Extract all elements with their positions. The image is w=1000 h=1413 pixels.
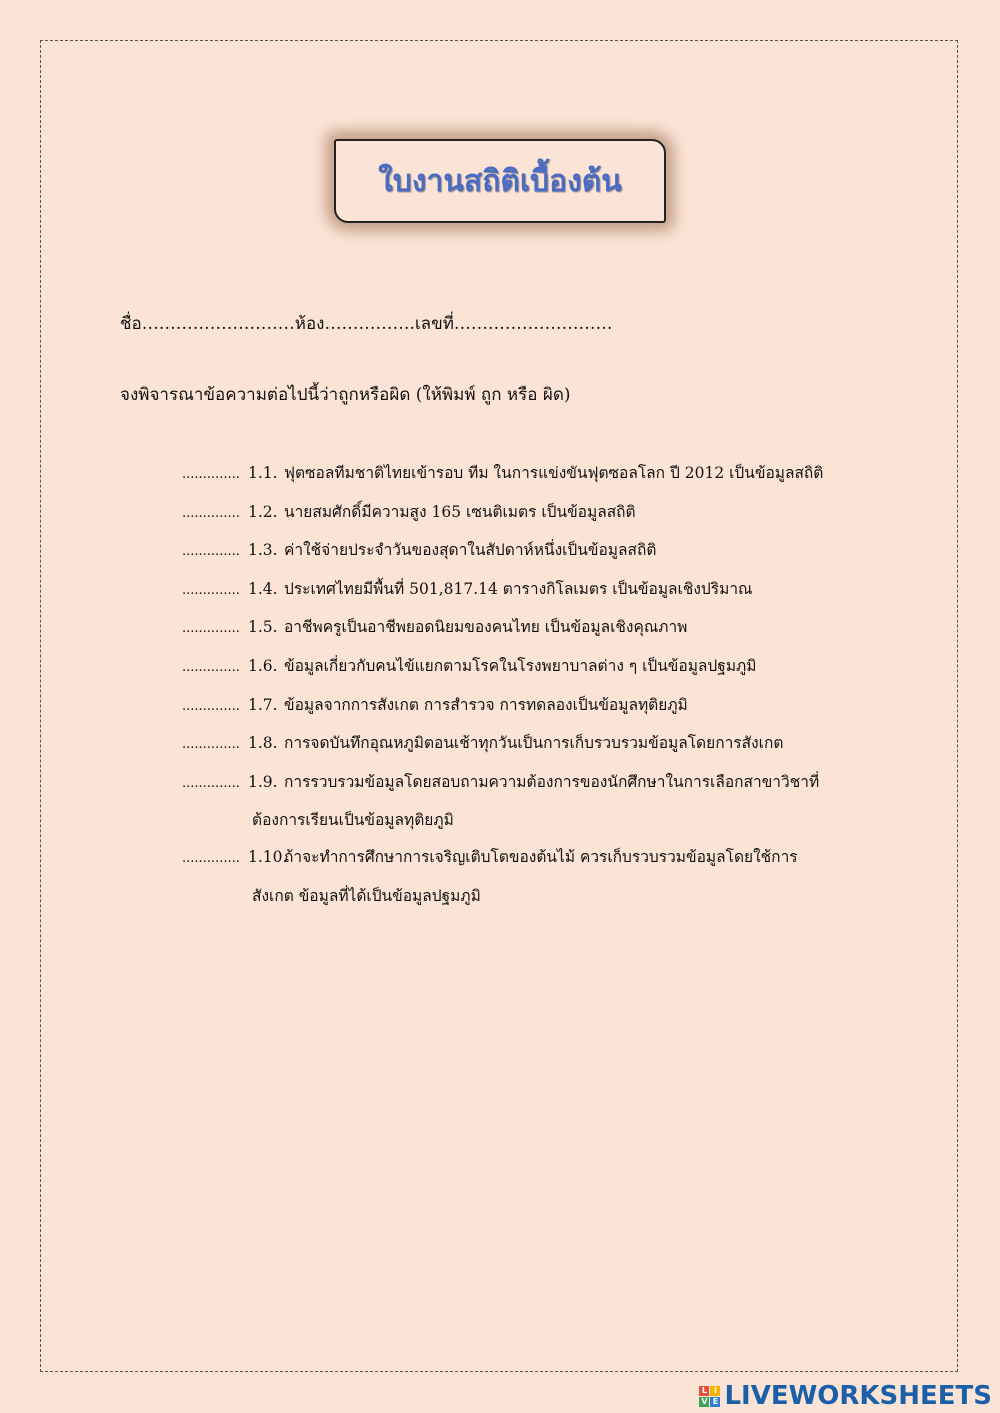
question-text: ค่าใช้จ่ายประจำวันของสุดาในสัปดาห์หนึ่งเป็นข้อมูลสถิติ	[284, 541, 657, 560]
answer-blank[interactable]: ..............	[182, 737, 240, 753]
question-number: 1.6.	[248, 656, 278, 675]
answer-blank[interactable]: ..............	[182, 467, 240, 482]
student-info-line: ชื่อ………………………ห้อง…………….เลขที่……………………….	[120, 314, 613, 334]
question-text: นายสมศักดิ์มีความสูง 165 เซนติเมตร เป็นข้อมูลสถิติ	[284, 502, 636, 521]
page-title: ใบงานสถิติเบื้องต้น	[378, 163, 622, 199]
question-number: 1.7.	[248, 695, 278, 714]
question-text: ประเทศไทยมีพื้นที่ 501,817.14 ตารางกิโลเมตร เป็นข้อมูลเชิงปริมาณ	[284, 579, 753, 598]
answer-blank[interactable]: ..............	[182, 505, 240, 521]
question-number: 1.4.	[248, 579, 278, 598]
answer-blank[interactable]: ..............	[182, 621, 240, 637]
question-list	[182, 455, 882, 914]
question-number: 1.2.	[248, 502, 278, 521]
question-number: 1.8.	[248, 734, 278, 753]
question-text: ถ้าจะทำการศึกษาการเจริญเติบโตของต้นไม้ ควรเก็บรวบรวมข้อมูลโดยใช้การ	[284, 847, 798, 866]
answer-blank[interactable]: ..............	[182, 698, 240, 714]
question-item	[182, 687, 882, 726]
question-item	[182, 494, 882, 533]
question-number: 1.9.	[248, 772, 278, 791]
question-number: 1.5.	[248, 618, 278, 637]
answer-blank[interactable]: ..............	[182, 775, 240, 791]
title-box	[334, 139, 666, 223]
question-item	[182, 571, 882, 610]
logo-letter: L	[699, 1386, 709, 1396]
question-item	[182, 455, 882, 494]
answer-blank[interactable]: ..............	[182, 850, 240, 866]
question-text: การรวบรวมข้อมูลโดยสอบถามความต้องการของนักศึกษาในการเลือกสาขาวิชาที่	[284, 772, 820, 791]
logo-grid-icon	[699, 1386, 720, 1407]
answer-blank[interactable]: ..............	[182, 582, 240, 598]
question-text: ฟุตซอลทีมชาติไทยเข้ารอบ ทีม ในการแข่งขันฟุตซอลโลก ปี 2012 เป็นข้อมูลสถิติ	[284, 464, 824, 482]
logo-letter: E	[710, 1397, 720, 1407]
logo-letter: I	[710, 1386, 720, 1396]
question-number: 1.10.	[248, 847, 288, 866]
question-text: ข้อมูลเกี่ยวกับคนไข้แยกตามโรคในโรงพยาบาลต่าง ๆ เป็นข้อมูลปฐมภูมิ	[284, 656, 757, 675]
question-item	[182, 648, 882, 687]
logo-letter: V	[701, 1396, 708, 1406]
question-item	[182, 725, 882, 764]
question-item	[182, 764, 882, 803]
question-text: ข้อมูลจากการสังเกต การสำรวจ การทดลองเป็นข้อมูลทุติยภูมิ	[284, 695, 688, 714]
question-text-continued: สังเกต ข้อมูลที่ได้เป็นข้อมูลปฐมภูมิ	[252, 886, 481, 905]
liveworksheets-logo	[699, 1381, 992, 1411]
answer-blank[interactable]: ..............	[182, 544, 240, 560]
instruction-text: จงพิจารณาข้อความต่อไปนี้ว่าถูกหรือผิด (ให้พิมพ์ ถูก หรือ ผิด)	[120, 385, 571, 405]
question-item	[182, 839, 882, 878]
question-number: 1.1.	[248, 464, 278, 482]
question-text: อาชีพครูเป็นอาชีพยอดนิยมของคนไทย เป็นข้อมูลเชิงคุณภาพ	[284, 618, 688, 637]
brand-name: LIVEWORKSHEETS	[724, 1381, 992, 1411]
question-number: 1.3.	[248, 541, 278, 560]
question-text-continued: ต้องการเรียนเป็นข้อมูลทุติยภูมิ	[252, 811, 454, 830]
question-item	[182, 609, 882, 648]
question-text: การจดบันทึกอุณหภูมิตอนเช้าทุกวันเป็นการเก็บรวบรวมข้อมูลโดยการสังเกต	[284, 734, 784, 753]
answer-blank[interactable]: ..............	[182, 659, 240, 675]
question-item	[182, 532, 882, 571]
